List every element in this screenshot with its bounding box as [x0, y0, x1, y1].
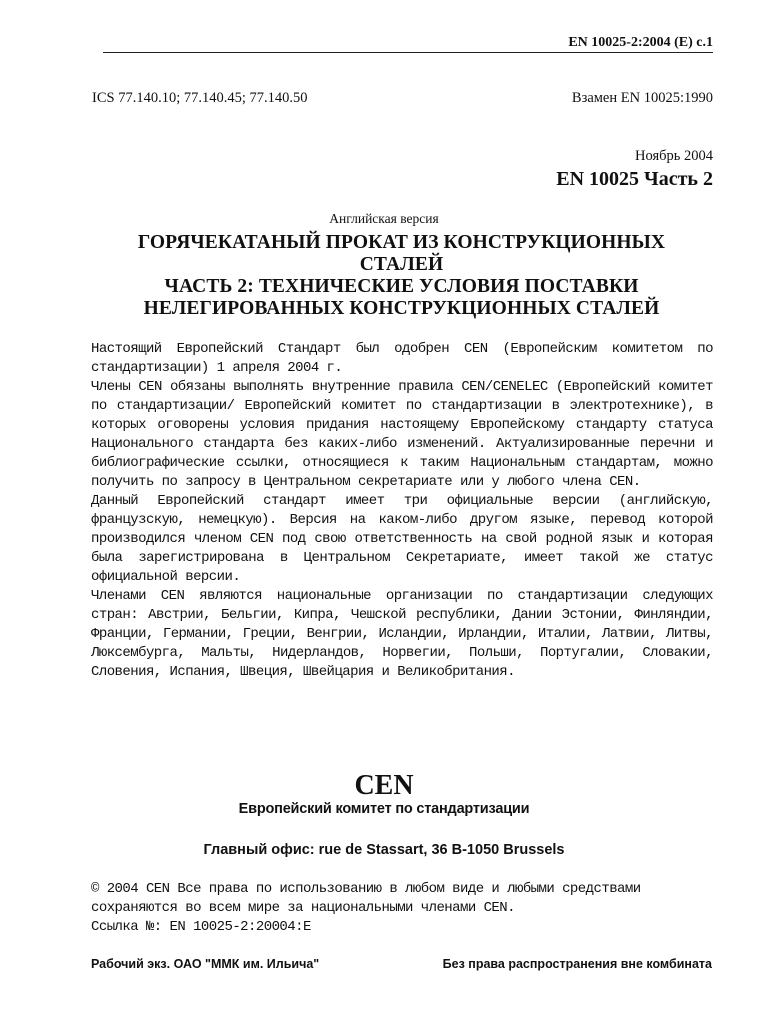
- title-line-2: СТАЛЕЙ: [359, 254, 444, 275]
- publication-date: Ноябрь 2004: [635, 148, 713, 164]
- approval-paragraph: Настоящий Европейский Стандарт был одобрен CEN (Европейским комитетом по стандартизации) 1 апреля 2004 г.: [91, 341, 713, 376]
- reference-number: Ссылка №: EN 10025-2:20004:E: [91, 919, 311, 935]
- document-reference-header: EN 10025-2:2004 (E) с.1: [568, 35, 713, 50]
- title-line-1: ГОРЯЧЕКАТАНЫЙ ПРОКАТ ИЗ КОНСТРУКЦИОННЫХ: [137, 232, 666, 253]
- document-title: [90, 232, 713, 320]
- replaces-standard: Взамен EN 10025:1990: [571, 90, 713, 106]
- headquarters-address: Главный офис: rue de Stassart, 36 B-1050 Brussels: [203, 842, 565, 858]
- title-line-4: НЕЛЕГИРОВАННЫХ КОНСТРУКЦИОННЫХ СТАЛЕЙ: [143, 298, 660, 319]
- body-text: [91, 340, 713, 682]
- ics-codes: ICS 77.140.10; 77.140.45; 77.140.50: [92, 90, 308, 106]
- footer-working-copy: Рабочий экз. ОАО "ММК им. Ильича": [91, 957, 320, 971]
- member-countries-paragraph: Членами CEN являются национальные организации по стандартизации следующих стран: Австрии, Бельгии, Кипра, Чешской республики, Дании Эстонии, Финляндии, Франции, Германии, Греции, Венгрии, Исландии, Ирландии, Италии, Латвии, Литвы, Люксембурга, Мальты, Нидерландов, Норвегии, Польши, Португалии, Словакии, Словения, Испания, Швеция, Швейцария и Великобритания.: [91, 588, 713, 680]
- organization-acronym: CEN: [354, 770, 414, 801]
- standard-part: EN 10025 Часть 2: [556, 168, 713, 190]
- members-obligation-paragraph: Члены CEN обязаны выполнять внутренние правила CEN/CENELEC (Европейский комитет по стандартизации/ Европейский комитет по стандартизации в электротехнике), в которых оговорены условия придания настоящему Европейскому стандарту статуса Национального стандарта без каких-либо изменений. Актуализированные перечни и библиографические ссылки, относящиеся к таким Национальным стандартам, можно получить по запросу в Центральном секретариате или у любого члена CEN.: [91, 379, 713, 490]
- official-versions-paragraph: Данный Европейский стандарт имеет три официальные версии (английскую, французскую, немецкую). Версия на каком-либо другом языке, перевод которой производился членом CEN под свою ответственность на свой родной язык и которая была зарегистрирована в Центральном Секретариате, имеет такой же статус официальной версии.: [91, 493, 713, 585]
- copyright-block: [91, 880, 713, 937]
- title-line-3: ЧАСТЬ 2: ТЕХНИЧЕСКИЕ УСЛОВИЯ ПОСТАВКИ: [164, 276, 639, 297]
- footer-distribution-note: Без права распространения вне комбината: [442, 957, 712, 971]
- organization-name: Европейский комитет по стандартизации: [238, 801, 530, 817]
- version-label: Английская версия: [329, 211, 439, 226]
- header-rule: [103, 52, 713, 53]
- copyright-notice: © 2004 CEN Все права по использованию в любом виде и любыми средствами сохраняются во всем мире за национальными членами CEN.: [91, 881, 641, 916]
